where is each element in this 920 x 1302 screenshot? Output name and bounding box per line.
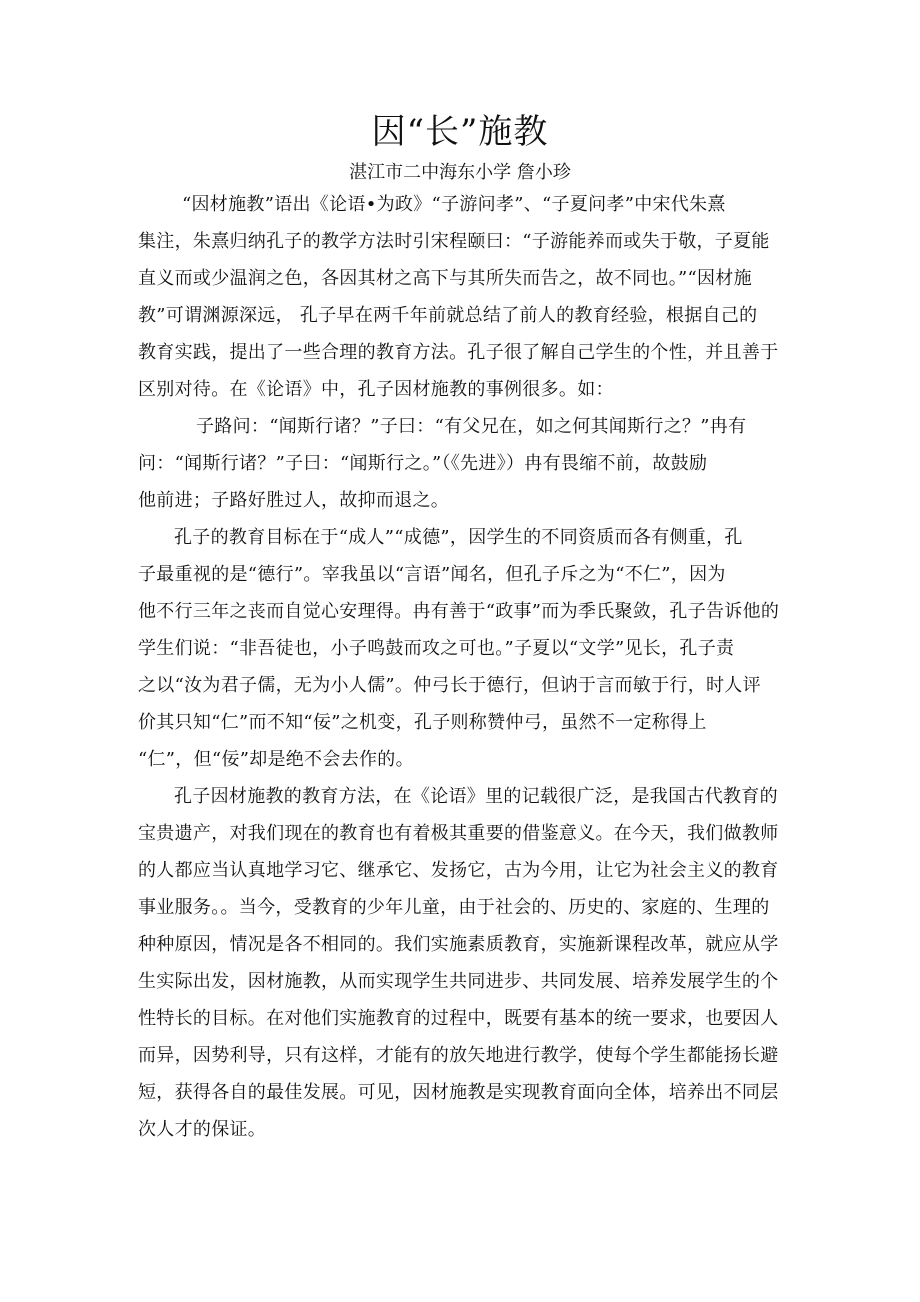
text-line: 教育实践，提出了一些合理的教育方法。孔子很了解自己学生的个性，并且善于 (138, 342, 779, 363)
text-line: 集注，朱熹归纳孔子的教学方法时引宋程颐曰：“子游能养而或失于敬，子夏能 (138, 231, 770, 252)
text-line: 子路问：“闻斯行诸？”子曰：“有父兄在，如之何其闻斯行之？”冉有 (196, 416, 747, 437)
text-line: 短，获得各自的最佳发展。可见，因材施教是实现教育面向全体，培养出不同层 (138, 1082, 779, 1103)
text-line: 事业服务。。当今，受教育的少年儿童，由于社会的、历史的、家庭的、生理的 (138, 897, 770, 918)
text-line: 学生们说：“非吾徒也，小子鸣鼓而攻之可也。”子夏以“文学”见长，孔子责 (138, 638, 735, 659)
text-line: 区别对待。在《论语》中，孔子因材施教的事例很多。如： (138, 379, 614, 400)
text-line: 他不行三年之丧而自觉心安理得。冉有善于“政事”而为季氏聚敛，孔子告诉他的 (138, 601, 780, 622)
text-line: 种种原因，情况是各不相同的。我们实施素质教育，实施新课程改革，就应从学 (138, 934, 779, 955)
text-line: “仁”，但“佞”却是绝不会去作的。 (138, 749, 414, 770)
text-line: 孔子的教育目标在于“成人”“成德”，因学生的不同资质而各有侧重，孔 (174, 527, 743, 548)
text-line: 他前进；子路好胜过人，故抑而退之。 (138, 490, 450, 511)
text-line: 价其只知“仁”而不知“佞”之机变，孔子则称赞仲弓，虽然不一定称得上 (138, 712, 707, 733)
text-line: 宝贵遗产，对我们现在的教育也有着极其重要的借鉴意义。在今天，我们做教师 (138, 823, 779, 844)
text-line: 而异，因势利导，只有这样，才能有的放矢地进行教学，使每个学生都能扬长避 (138, 1045, 779, 1066)
text-line: 直义而或少温润之色，各因其材之高下与其所失而告之，故不同也。”“因材施 (138, 268, 752, 289)
author-line: 湛江市二中海东小学 詹小珍 (349, 162, 571, 183)
article-body (138, 186, 788, 1148)
page-title: 因“长”施教 (371, 112, 549, 152)
text-line: 子最重视的是“德行”。宰我虽以“言语”闻名，但孔子斥之为“不仁”，因为 (138, 564, 726, 585)
text-line: 教”可谓渊源深远， 孔子早在两千年前就总结了前人的教育经验，根据自己的 (138, 305, 758, 326)
text-line: “因材施教”语出《论语•为政》“子游问孝”、“子夏问孝”中宋代朱熹 (182, 194, 726, 215)
text-line: 次人才的保证。 (138, 1119, 267, 1140)
text-line: 之以“汝为君子儒，无为小人儒”。仲弓长于德行，但讷于言而敏于行，时人评 (138, 675, 761, 696)
text-line: 生实际出发，因材施教，从而实现学生共同进步、共同发展、培养发展学生的个 (138, 971, 779, 992)
text-line: 孔子因材施教的教育方法，在《论语》里的记载很广泛，是我国古代教育的 (174, 786, 778, 807)
text-line: 的人都应当认真地学习它、继承它、发扬它，古为今用，让它为社会主义的教育 (138, 860, 779, 881)
text-line: 问：“闻斯行诸？”子曰：“闻斯行之。”（《先进》）冉有畏缩不前，故鼓励 (138, 453, 708, 474)
text-line: 性特长的目标。在对他们实施教育的过程中，既要有基本的统一要求，也要因人 (138, 1008, 779, 1029)
